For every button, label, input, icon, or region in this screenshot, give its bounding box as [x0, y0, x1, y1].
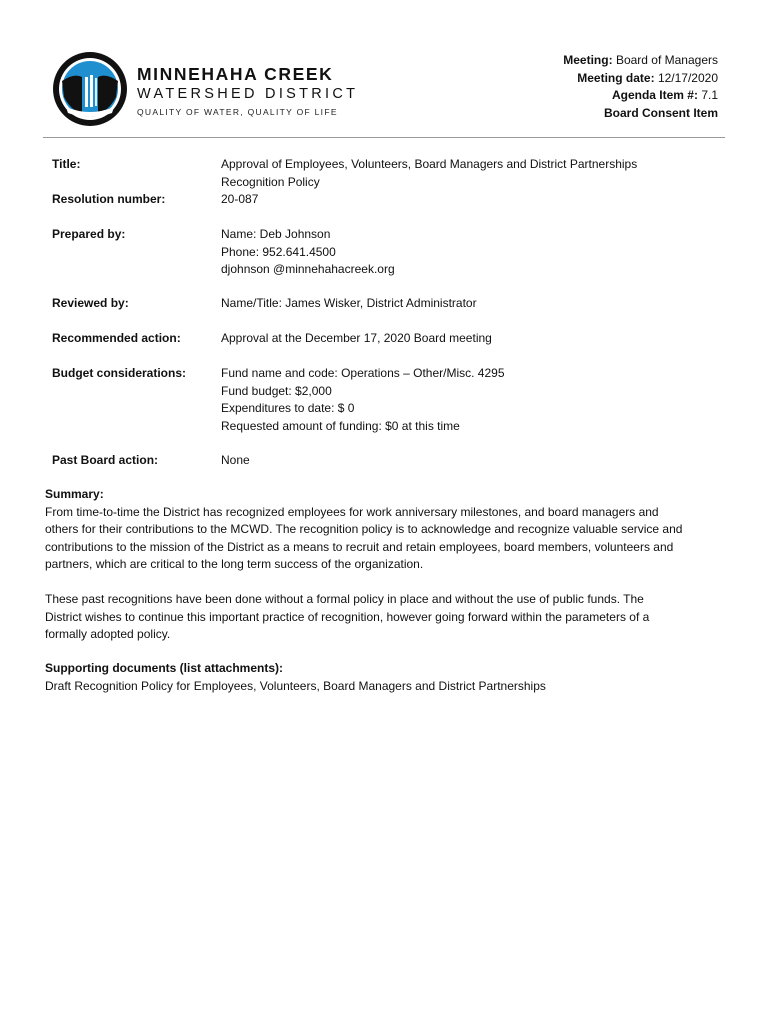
resolution-label: Resolution number:: [52, 192, 166, 206]
recommended-label: Recommended action:: [52, 331, 181, 345]
summary-paragraph-2: [45, 591, 735, 644]
reviewed-label: Reviewed by:: [52, 296, 129, 310]
summary-p1-line4: partners, which are critical to the long term success of the organization.: [45, 557, 424, 571]
summary-p1-line3: contributions to the mission of the District as a means to recruit and retain employees, board members, volunteers and: [45, 539, 674, 554]
org-subtitle: WATERSHED DISTRICT: [137, 86, 359, 102]
meeting-label: Meeting:: [563, 53, 613, 67]
past-action-label: Past Board action:: [52, 453, 159, 467]
consent-line: [563, 105, 718, 123]
summary-section: [45, 486, 735, 574]
prepared-phone: Phone: 952.641.4500: [221, 244, 336, 259]
meeting-value: Board of Managers: [615, 53, 718, 67]
consent-label: Board Consent Item: [603, 105, 718, 120]
district-logo: [52, 51, 128, 127]
summary-heading: Summary:: [45, 487, 104, 501]
title-value-1: Approval of Employees, Volunteers, Board Managers and District Partnerships: [221, 157, 638, 171]
meeting-line: [563, 52, 718, 70]
agenda-label: Agenda Item #:: [611, 88, 698, 102]
supporting-section: [45, 660, 735, 695]
budget-line-1: Fund name and code: Operations – Other/Misc. 4295: [221, 366, 505, 380]
resolution-value: 20-087: [221, 192, 259, 206]
recommended-value: Approval at the December 17, 2020 Board meeting: [221, 331, 492, 345]
header-divider: [43, 137, 725, 138]
prepared-name: Name: Deb Johnson: [221, 227, 331, 241]
past-action-value: None: [221, 453, 250, 467]
summary-p1-line1: From time-to-time the District has recognized employees for work anniversary milestones, and board managers and: [45, 504, 659, 519]
agenda-line: [563, 87, 718, 105]
summary-p2-line3: formally adopted policy.: [45, 627, 171, 641]
meeting-info: [563, 52, 718, 122]
date-line: [563, 70, 718, 88]
reviewed-value: Name/Title: James Wisker, District Administrator: [221, 296, 477, 310]
summary-p2-line1: These past recognitions have been done without a formal policy in place and without the use of public funds. The: [45, 592, 644, 606]
budget-line-3: Expenditures to date: $ 0: [221, 401, 355, 415]
date-value: 12/17/2020: [657, 70, 718, 85]
date-label: Meeting date:: [577, 70, 655, 85]
agenda-value: 7.1: [701, 88, 718, 102]
budget-label: Budget considerations:: [52, 366, 187, 380]
summary-p1-line2: others for their contributions to the MCWD. The recognition policy is to acknowledge and recognize valuable service and: [45, 522, 683, 536]
supporting-heading: Supporting documents (list attachments):: [45, 661, 284, 675]
title-label: Title:: [52, 157, 81, 171]
org-name: MINNEHAHA CREEK: [137, 64, 334, 84]
prepared-email: djohnson @minnehahacreek.org: [221, 262, 395, 276]
title-value-2: Recognition Policy: [221, 174, 320, 189]
budget-line-4: Requested amount of funding: $0 at this time: [221, 418, 460, 433]
summary-p2-line2: District wishes to continue this important practice of recognition, however going forward within the parameters of a: [45, 609, 650, 624]
org-tagline: QUALITY OF WATER, QUALITY OF LIFE: [137, 107, 338, 117]
supporting-item: Draft Recognition Policy for Employees, Volunteers, Board Managers and District Partnerships: [45, 678, 546, 693]
prepared-label: Prepared by:: [52, 227, 126, 241]
budget-line-2: Fund budget: $2,000: [221, 383, 332, 398]
org-block: [137, 64, 358, 117]
